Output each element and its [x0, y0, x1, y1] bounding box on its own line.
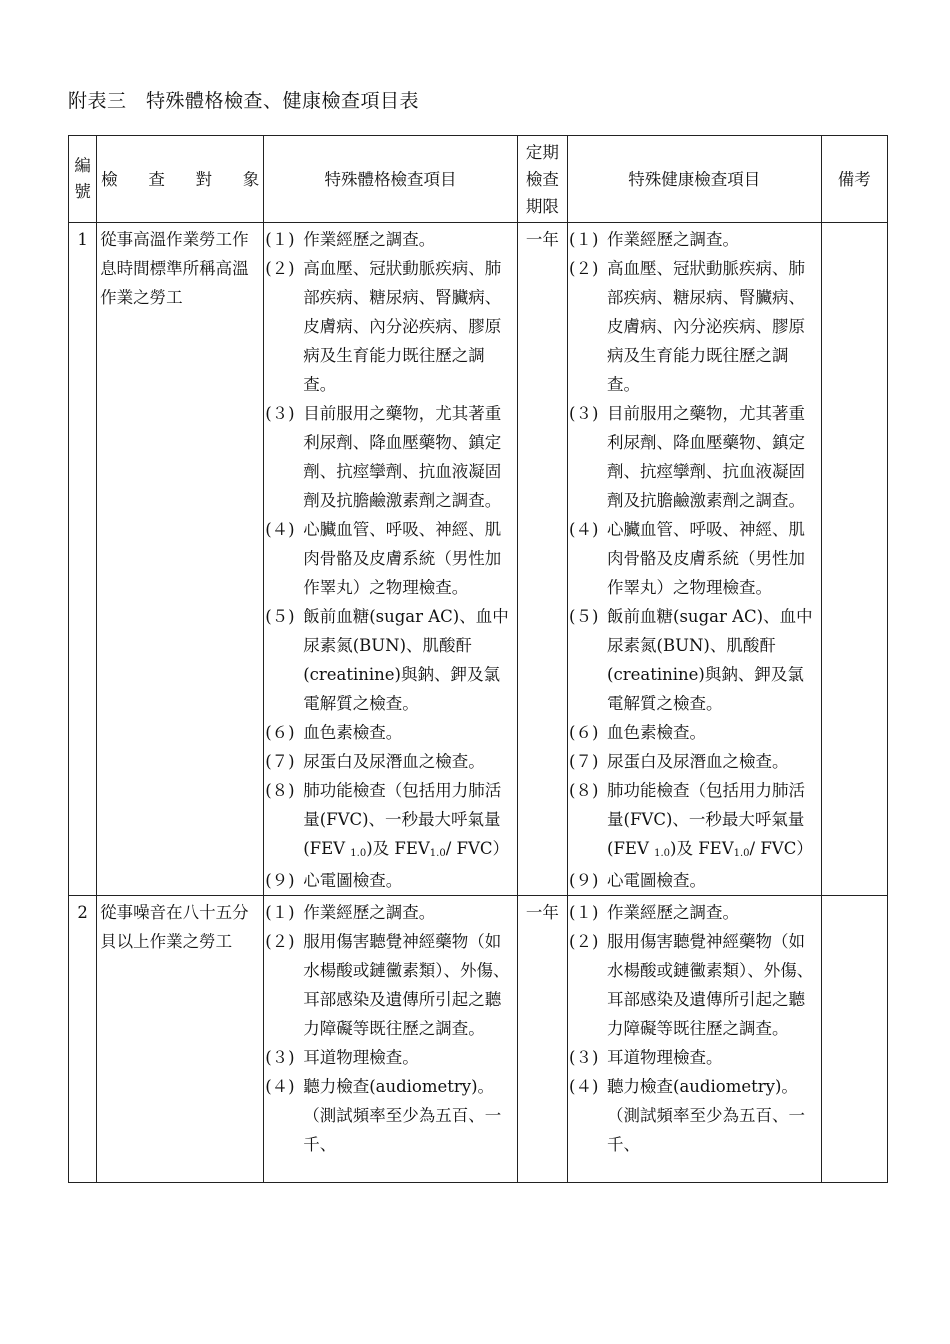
item-text: 高血壓、冠狀動脈疾病、肺部疾病、糖尿病、腎臟病、皮膚病、內分泌疾病、膠原病及生育能力既往歷之調查。 — [303, 259, 502, 394]
item-number: (２) — [569, 259, 599, 278]
list-item — [569, 1043, 820, 1072]
item-number: (３) — [265, 1048, 295, 1067]
table-row — [69, 896, 888, 1183]
item-number: (１) — [265, 903, 295, 922]
item-text: 血色素檢查。 — [303, 723, 403, 742]
item-number: (４) — [569, 1077, 599, 1096]
item-text: 心電圖檢查。 — [607, 871, 707, 890]
table-header-row — [69, 136, 888, 223]
row-no: 1 — [69, 223, 97, 896]
exam-items-table — [68, 135, 888, 1183]
item-number: (３) — [265, 404, 295, 423]
subscript: 1.0 — [429, 848, 446, 859]
item-text: 作業經歷之調查。 — [607, 903, 740, 922]
subscript: 1.0 — [350, 848, 367, 859]
list-item — [265, 1043, 516, 1072]
item-number: (１) — [569, 903, 599, 922]
item-text: 高血壓、冠狀動脈疾病、肺部疾病、糖尿病、腎臟病、皮膚病、內分泌疾病、膠原病及生育能力既往歷之調查。 — [607, 259, 806, 394]
item-number: (３) — [569, 1048, 599, 1067]
item-text: 聽力檢查(audiometry)。（測試頻率至少為五百、一千、 — [303, 1077, 502, 1154]
list-item — [265, 515, 516, 602]
item-number: (３) — [569, 404, 599, 423]
item-text: 作業經歷之調查。 — [303, 903, 436, 922]
list-item — [569, 866, 820, 895]
header-remark: 備考 — [821, 136, 887, 223]
subscript: 1.0 — [733, 848, 750, 859]
item-number: (５) — [265, 607, 295, 626]
row-remark — [821, 223, 887, 896]
row-target: 從事高溫作業勞工作息時間標準所稱高溫作業之勞工 — [97, 223, 264, 896]
item-text: 心電圖檢查。 — [303, 871, 403, 890]
item-number: (５) — [569, 607, 599, 626]
item-number: (２) — [569, 932, 599, 951]
item-text: 尿蛋白及尿潛血之檢查。 — [303, 752, 485, 771]
item-text: 服用傷害聽覺神經藥物（如水楊酸或鏈黴素類）、外傷、耳部感染及遺傳所引起之聽力障礙等既往歷之調查。 — [303, 932, 510, 1038]
list-item — [569, 718, 820, 747]
header-period: 定期檢查期限 — [517, 136, 567, 223]
item-number: (６) — [265, 723, 295, 742]
item-number: (４) — [569, 520, 599, 539]
item-number: (４) — [265, 520, 295, 539]
item-number: (４) — [265, 1077, 295, 1096]
item-text: 目前服用之藥物，尤其著重利尿劑、降血壓藥物、鎮定劑、抗痙攣劑、抗血液凝固劑及抗膽鹼激素劑之調查。 — [607, 404, 806, 510]
item-number: (１) — [569, 230, 599, 249]
list-item — [265, 747, 516, 776]
subscript: 1.0 — [654, 848, 671, 859]
item-number: (９) — [569, 871, 599, 890]
health-items — [568, 223, 822, 896]
item-text: 耳道物理檢查。 — [303, 1048, 419, 1067]
item-text: 耳道物理檢查。 — [607, 1048, 723, 1067]
row-no: 2 — [69, 896, 97, 1183]
item-number: (２) — [265, 259, 295, 278]
list-item — [569, 1072, 820, 1159]
physical-items — [264, 896, 518, 1183]
table-row — [69, 223, 888, 896]
list-item — [265, 399, 516, 515]
item-text: 心臟血管、呼吸、神經、肌肉骨骼及皮膚系統（男性加作睪丸）之物理檢查。 — [303, 520, 502, 597]
page-title: 附表三 特殊體格檢查、健康檢查項目表 — [68, 90, 420, 112]
list-item — [265, 898, 516, 927]
header-health: 特殊健康檢查項目 — [568, 136, 822, 223]
item-number: (８) — [265, 781, 295, 800]
list-item — [569, 254, 820, 399]
item-text: 尿蛋白及尿潛血之檢查。 — [607, 752, 789, 771]
item-text: 血色素檢查。 — [607, 723, 707, 742]
item-text: 肺功能檢查（包括用力肺活量(FVC)、一秒最大呼氣量(FEV $_{1.0}$)及 $FEV_{1.0}/$ FVC） — [303, 781, 509, 859]
list-item — [265, 718, 516, 747]
list-item — [569, 776, 820, 866]
item-text: 作業經歷之調查。 — [607, 230, 740, 249]
row-target: 從事噪音在八十五分貝以上作業之勞工 — [97, 896, 264, 1183]
list-item — [569, 747, 820, 776]
list-item — [265, 1072, 516, 1159]
physical-items — [264, 223, 518, 896]
item-text: 目前服用之藥物，尤其著重利尿劑、降血壓藥物、鎮定劑、抗痙攣劑、抗血液凝固劑及抗膽鹼激素劑之調查。 — [303, 404, 502, 510]
list-item — [265, 225, 516, 254]
item-number: (７) — [265, 752, 295, 771]
item-text: 飯前血糖(sugar AC)、血中尿素氮(BUN)、肌酸酐(creatinine)與鈉、鉀及氯電解質之檢查。 — [303, 607, 509, 713]
header-no: 編號 — [69, 136, 97, 223]
item-number: (８) — [569, 781, 599, 800]
item-number: (６) — [569, 723, 599, 742]
list-item — [265, 866, 516, 895]
list-item — [569, 515, 820, 602]
list-item — [569, 225, 820, 254]
item-number: (７) — [569, 752, 599, 771]
header-target-label: 檢 查 對 象 — [101, 169, 260, 189]
list-item — [265, 927, 516, 1043]
list-item — [569, 898, 820, 927]
item-text: 聽力檢查(audiometry)。（測試頻率至少為五百、一千、 — [607, 1077, 806, 1154]
list-item — [265, 254, 516, 399]
health-items — [568, 896, 822, 1183]
list-item — [569, 927, 820, 1043]
header-target — [97, 136, 264, 223]
list-item — [569, 399, 820, 515]
list-item — [569, 602, 820, 718]
item-number: (９) — [265, 871, 295, 890]
list-item — [265, 602, 516, 718]
header-physical: 特殊體格檢查項目 — [264, 136, 518, 223]
row-remark — [821, 896, 887, 1183]
item-text: 服用傷害聽覺神經藥物（如水楊酸或鏈黴素類）、外傷、耳部感染及遺傳所引起之聽力障礙等既往歷之調查。 — [607, 932, 814, 1038]
item-text: 飯前血糖(sugar AC)、血中尿素氮(BUN)、肌酸酐(creatinine)與鈉、鉀及氯電解質之檢查。 — [607, 607, 813, 713]
item-number: (２) — [265, 932, 295, 951]
list-item — [265, 776, 516, 866]
item-text: 心臟血管、呼吸、神經、肌肉骨骼及皮膚系統（男性加作睪丸）之物理檢查。 — [607, 520, 806, 597]
row-period: 一年 — [517, 896, 567, 1183]
item-number: (１) — [265, 230, 295, 249]
item-text: 作業經歷之調查。 — [303, 230, 436, 249]
item-text: 肺功能檢查（包括用力肺活量(FVC)、一秒最大呼氣量(FEV $_{1.0}$)及 $FEV_{1.0}/$ FVC） — [607, 781, 813, 859]
row-period: 一年 — [517, 223, 567, 896]
